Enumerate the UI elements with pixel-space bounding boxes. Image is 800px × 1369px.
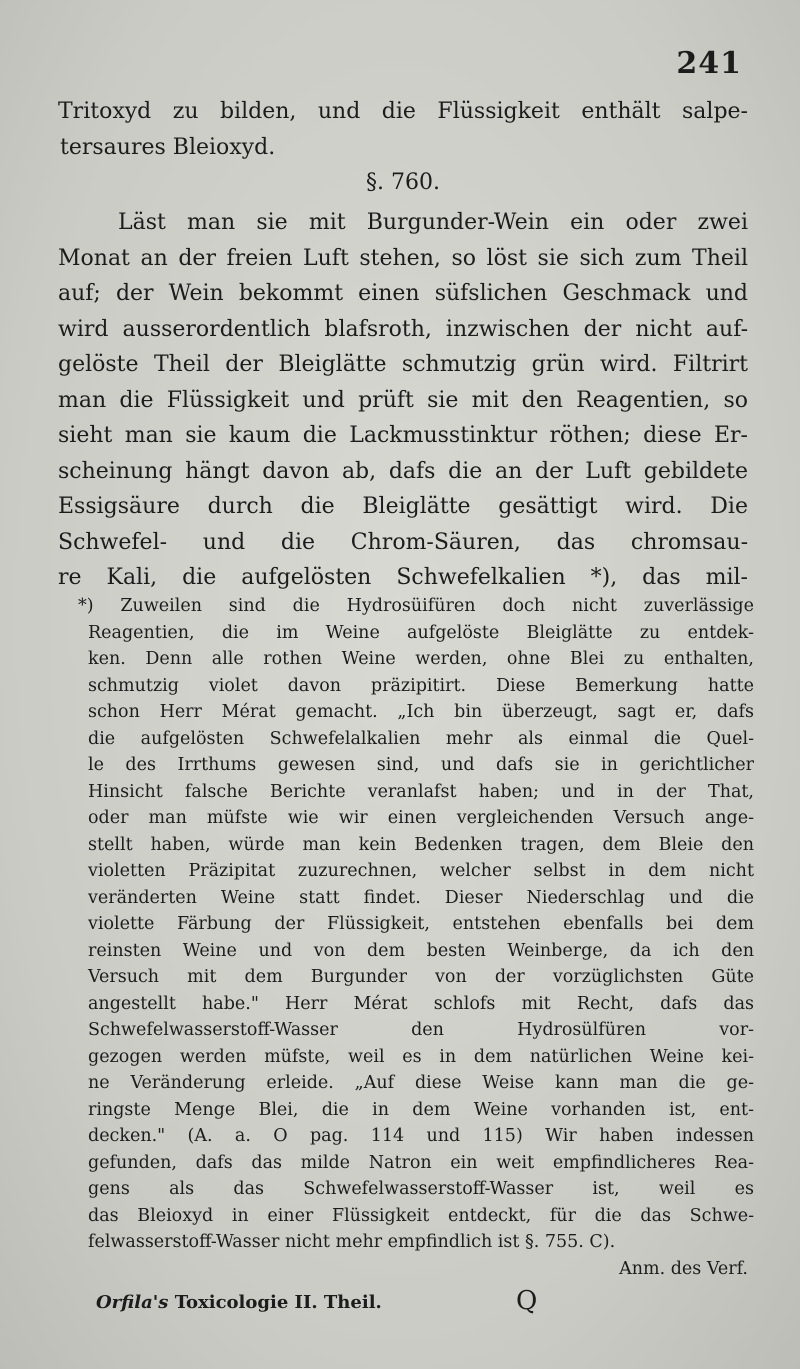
- footnote-line: Hinsicht falsche Berichte veranlafst haben; und in der That,: [88, 781, 754, 802]
- footer-author: Orfila's: [96, 1292, 169, 1313]
- main-text: [58, 94, 748, 596]
- footnote-signature: Anm. des Verf.: [619, 1258, 748, 1279]
- text-line: man die Flüssigkeit und prüft sie mit den Reagentien, so: [58, 387, 748, 413]
- footnote-line: schmutzig violet davon präzipitirt. Diese Bemerkung hatte: [88, 675, 754, 696]
- footnote-line: Schwefelwasserstoff-Wasser den Hydrosülfüren vor-: [88, 1020, 754, 1040]
- footnote-line: gezogen werden müfste, weil es in dem natürlichen Weine kei-: [88, 1046, 754, 1067]
- footnote-line: Versuch mit dem Burgunder von der vorzüglichsten Güte: [88, 967, 754, 987]
- text-line: wird ausserordentlich blafsroth, inzwischen der nicht auf-: [58, 316, 748, 342]
- footnote-line: stellt haben, würde man kein Bedenken tragen, dem Bleie den: [88, 834, 754, 855]
- text-line: re Kali, die aufgelösten Schwefelkalien *), das mil-: [58, 565, 748, 590]
- footnote-line: *) Zuweilen sind die Hydrosüifüren doch nicht zuverlässige: [78, 596, 754, 616]
- text-line: sieht man sie kaum die Lackmusstinktur röthen; diese Er-: [58, 423, 748, 448]
- footnote: [78, 593, 754, 1282]
- footnote-line: ringste Menge Blei, die in dem Weine vorhanden ist, ent-: [88, 1099, 754, 1120]
- footnote-line: das Bleioxyd in einer Flüssigkeit entdeckt, für die das Schwe-: [88, 1205, 754, 1226]
- footnote-line: gens als das Schwefelwasserstoff-Wasser ist, weil es: [88, 1179, 754, 1199]
- footnote-line: schon Herr Mérat gemacht. „Ich bin überzeugt, sagt er, dafs: [88, 702, 754, 722]
- text-line: Essigsäure durch die Bleiglätte gesättigt wird. Die: [58, 494, 748, 519]
- footnote-line: ne Veränderung erleide. „Auf diese Weise kann man die ge-: [88, 1073, 754, 1093]
- text-line: gelöste Theil der Bleiglätte schmutzig grün wird. Filtrirt: [58, 352, 748, 377]
- footnote-line: violette Färbung der Flüssigkeit, entstehen ebenfalls bei dem: [88, 914, 754, 934]
- footnote-line: die aufgelösten Schwefelalkalien mehr als einmal die Quel-: [88, 728, 754, 749]
- text-line: Monat an der freien Luft stehen, so löst sie sich zum Theil: [58, 245, 748, 271]
- footnote-line: ken. Denn alle rothen Weine werden, ohne Blei zu enthalten,: [88, 649, 754, 669]
- section-marker: §. 760.: [366, 170, 440, 195]
- text-line: Läst man sie mit Burgunder-Wein ein oder zwei: [118, 210, 748, 235]
- footnote-line: decken." (A. a. O pag. 114 und 115) Wir haben indessen: [88, 1126, 754, 1146]
- text-line: scheinung hängt davon ab, dafs die an der Luft gebildete: [58, 458, 748, 484]
- footer-title: [96, 1292, 382, 1313]
- page-footer: [96, 1286, 696, 1322]
- footnote-line: reinsten Weine und von dem besten Weinberge, da ich den: [88, 940, 754, 961]
- text-line: auf; der Wein bekommt einen süfslichen Geschmack und: [58, 281, 748, 306]
- footnote-line: felwasserstoff-Wasser nicht mehr empfindlich ist §. 755. C).: [88, 1232, 616, 1252]
- text-line: tersaures Bleioxyd.: [60, 134, 276, 160]
- text-line: Schwefel- und die Chrom-Säuren, das chromsau-: [58, 529, 748, 555]
- footnote-line: Reagentien, die im Weine aufgelöste Bleiglätte zu entdek-: [88, 622, 754, 643]
- footnote-line: oder man müfste wie wir einen vergleichenden Versuch ange-: [88, 808, 754, 828]
- footnote-line: veränderten Weine statt findet. Dieser Niederschlag und die: [88, 887, 754, 908]
- signature-mark: Q: [516, 1286, 538, 1316]
- footnote-line: le des Irrthums gewesen sind, und dafs sie in gerichtlicher: [88, 755, 754, 775]
- footnote-line: violetten Präzipitat zuzurechnen, welcher selbst in dem nicht: [88, 861, 754, 881]
- footnote-line: angestellt habe." Herr Mérat schlofs mit Recht, dafs das: [88, 993, 754, 1014]
- footnote-line: gefunden, dafs das milde Natron ein weit empfindlicheres Rea-: [88, 1152, 754, 1173]
- footer-book-title: Toxicologie II. Theil.: [174, 1292, 382, 1313]
- text-line: Tritoxyd zu bilden, und die Flüssigkeit enthält salpe-: [58, 99, 748, 124]
- page-number: 241: [676, 46, 742, 81]
